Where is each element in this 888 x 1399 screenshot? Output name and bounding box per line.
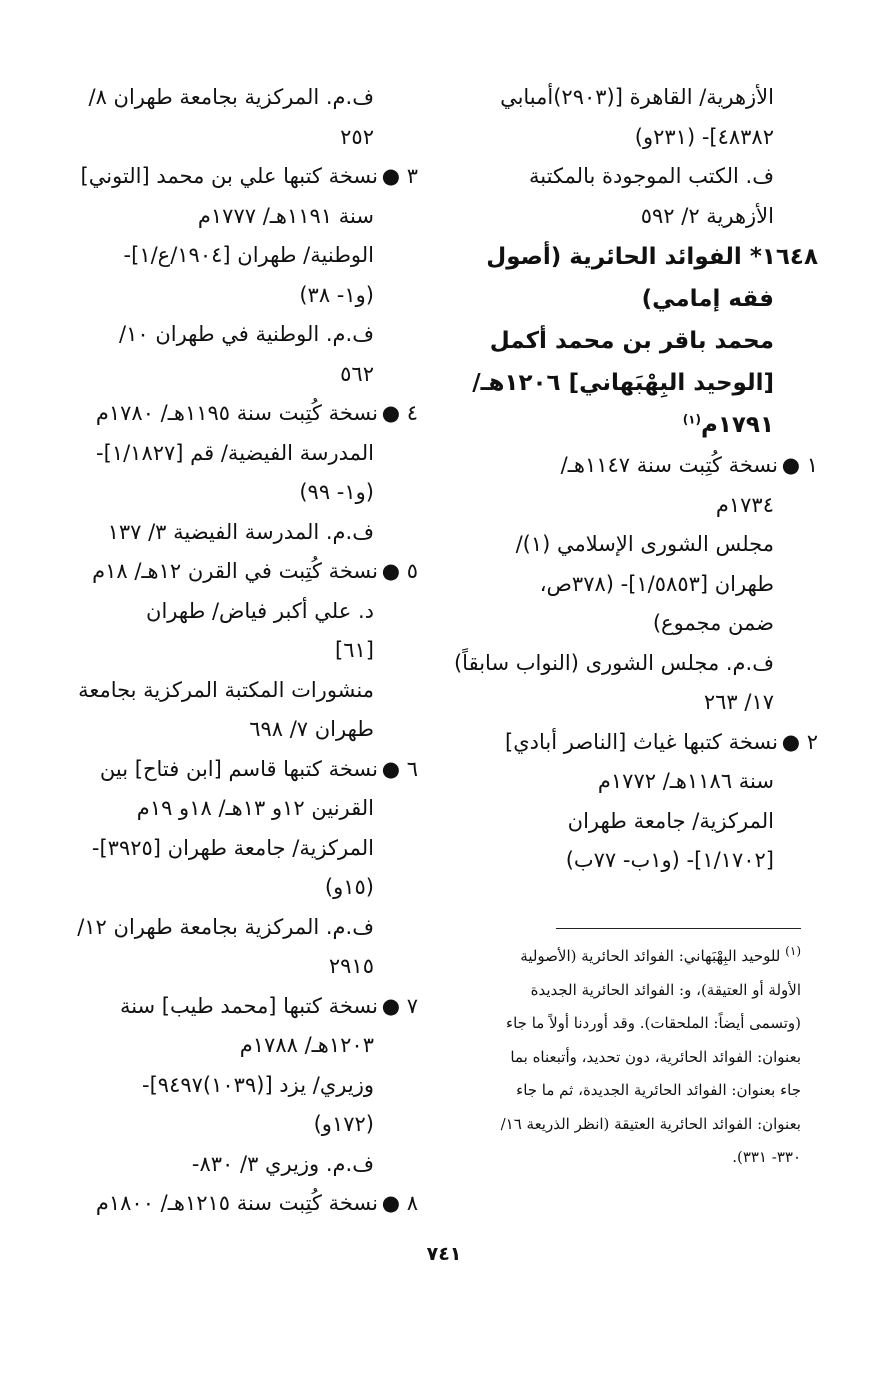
text-line: (و١- ٣٨) <box>299 282 374 307</box>
manuscript-item-1 <box>453 446 818 723</box>
footnote-line: (وتسمى أيضاً: الملحقات). وقد أوردنا أولاً ما جاء <box>506 1014 801 1032</box>
footnote-line: بعنوان: الفوائد الحائرية، دون تحديد، وأتبعناه بما <box>510 1047 801 1066</box>
right-column <box>453 78 818 881</box>
text-line: الأزهرية ٢/ ٥٩٢ <box>640 203 774 228</box>
text-line: ٢٥٢ <box>340 124 374 149</box>
footnote-mark: (١) <box>785 944 801 958</box>
item-first-line <box>58 157 418 197</box>
author-date: ١٧٩١م <box>700 412 774 438</box>
item-first-line <box>463 446 818 486</box>
text-line: (١٧٢و) <box>313 1112 374 1136</box>
footnote-line <box>476 940 801 974</box>
footnote-divider <box>556 928 801 929</box>
text-line: ف.م. المركزية بجامعة طهران ١٢/ <box>77 914 374 939</box>
item-first-line <box>58 750 418 790</box>
text-line: ف.م. مجلس الشورى (النواب سابقاً) <box>453 650 774 675</box>
text-line: (و١- ٩٩) <box>299 480 374 504</box>
item-text: نسخة كُتِبت سنة ١١٤٧هـ/ <box>560 453 778 477</box>
text-line: [١/١٧٠٢]- (و١ب- ٧٧ب) <box>565 848 774 872</box>
text-line: ٤٨٣٨٢]- (٢٣١و) <box>634 124 774 149</box>
item-first-line <box>463 723 818 763</box>
text-line: سنة ١١٨٦هـ/ ١٧٧٢م <box>597 769 774 793</box>
footnote-text: للوحيد البِهْبَهاني: الفوائد الحائرية (الأصولية <box>520 947 781 965</box>
author-line-last <box>463 404 818 446</box>
text-line: ف.م. الوطنية في طهران ١٠/ <box>119 322 374 346</box>
item-number: ٥ ● <box>381 559 418 583</box>
item-number: ٤ ● <box>381 401 418 425</box>
text-line: طهران [١/٥٨٥٣]- (٣٧٨ص، <box>539 571 774 596</box>
entry-heading-cont: فقه إمامي) <box>641 286 774 312</box>
manuscript-item-6 <box>58 750 418 987</box>
author-line: [الوحيد البِهْبَهاني] ١٢٠٦هـ/ <box>472 370 774 396</box>
text-line: [٦١] <box>335 638 374 662</box>
item-number: ٣ ● <box>381 164 418 188</box>
text-line: ضمن مجموع) <box>652 611 774 635</box>
text-line: ١٧/ ٢٦٣ <box>703 690 774 714</box>
text-line: ١٢٠٣هـ/ ١٧٨٨م <box>239 1033 374 1057</box>
text-line: طهران ٧/ ٦٩٨ <box>249 717 374 741</box>
text-line: القرنين ١٢و ١٣هـ/ ١٨و ١٩م <box>136 796 374 820</box>
item-first-line <box>58 1184 418 1224</box>
text-line: ف. الكتب الموجودة بالمكتبة <box>529 164 774 188</box>
manuscript-item-2 <box>463 723 818 881</box>
text-line: (١٥و) <box>324 875 374 899</box>
manuscript-item-8 <box>58 1184 418 1224</box>
footnote-line: ٣٣٠- ٣٣١). <box>732 1148 801 1166</box>
text-line: ١٧٣٤م <box>715 492 774 517</box>
footnote <box>476 940 801 1175</box>
item-text: نسخة كُتِبت سنة ١٢١٥هـ/ ١٨٠٠م <box>95 1191 378 1215</box>
text-line: سنة ١١٩١هـ/ ١٧٧٧م <box>197 203 374 228</box>
item-first-line <box>58 552 418 592</box>
text-line: ف.م. المدرسة الفيضية ٣/ ١٣٧ <box>107 519 374 544</box>
item-number: ٦ ● <box>381 756 418 781</box>
text-line: ف.م. المركزية بجامعة طهران ٨/ <box>88 85 374 109</box>
manuscript-item-4 <box>58 394 418 552</box>
text-line: الوطنية/ طهران [١٩٠٤/ع/١]- <box>123 243 374 267</box>
text-line: المدرسة الفيضية/ قم [١/١٨٢٧]- <box>96 440 374 465</box>
item-first-line <box>58 394 418 434</box>
text-line: الأزهرية/ القاهرة [(٢٩٠٣)أمبابي <box>500 85 774 109</box>
item-number: ١ ● <box>781 453 818 477</box>
footnote-line: الأولة أو العتيقة)، و: الفوائد الحائرية الجديدة <box>530 980 801 999</box>
item-text: نسخة كُتِبت في القرن ١٢هـ/ ١٨م <box>92 559 378 583</box>
manuscript-item-7 <box>58 987 418 1185</box>
item-text: نسخة كتبها علي بن محمد [التوني] <box>80 164 378 188</box>
text-line: مجلس الشورى الإسلامي (١)/ <box>515 532 774 556</box>
text-line: المركزية/ جامعة طهران <box>567 808 774 833</box>
text-line: ٢٩١٥ <box>328 954 374 978</box>
footnote-line: بعنوان: الفوائد الحائرية العتيقة (انظر الذريعة ١٦/ <box>500 1114 801 1133</box>
author-line: محمد باقر بن محمد أكمل <box>489 328 774 354</box>
entry-heading: ١٦٤٨* الفوائد الحائرية (أصول <box>486 244 818 270</box>
text-line: ٥٦٢ <box>340 361 374 386</box>
footnote-line: جاء بعنوان: الفوائد الحائرية الجديدة، ثم ما جاء <box>516 1081 801 1099</box>
item-number: ٨ ● <box>381 1191 418 1215</box>
item-text: نسخة كتبها غياث [الناصر أبادي] <box>505 729 778 754</box>
footnote-reference: (١) <box>682 412 701 427</box>
item-text: نسخة كُتِبت سنة ١١٩٥هـ/ ١٧٨٠م <box>95 401 378 425</box>
text-line: د. علي أكبر فياض/ طهران <box>146 598 374 623</box>
item-text: نسخة كتبها قاسم [ابن فتاح] بين <box>99 756 378 781</box>
left-column <box>58 78 418 1224</box>
page-number: ٧٤١ <box>426 1243 462 1265</box>
manuscript-item-3 <box>58 157 418 394</box>
item-text: نسخة كتبها [محمد طيب] سنة <box>119 993 378 1018</box>
text-line: منشورات المكتبة المركزية بجامعة <box>78 677 374 702</box>
manuscript-item-5 <box>58 552 418 750</box>
text-line: وزيري/ يزد [(١٠٣٩)٩٤٩٧]- <box>142 1072 374 1097</box>
item-number: ٢ ● <box>781 729 818 754</box>
text-line: ف.م. وزيري ٣/ ٨٣٠- <box>191 1151 374 1176</box>
item-first-line <box>58 987 418 1027</box>
text-line: المركزية/ جامعة طهران [٣٩٢٥]- <box>91 835 374 860</box>
item-number: ٧ ● <box>381 993 418 1018</box>
